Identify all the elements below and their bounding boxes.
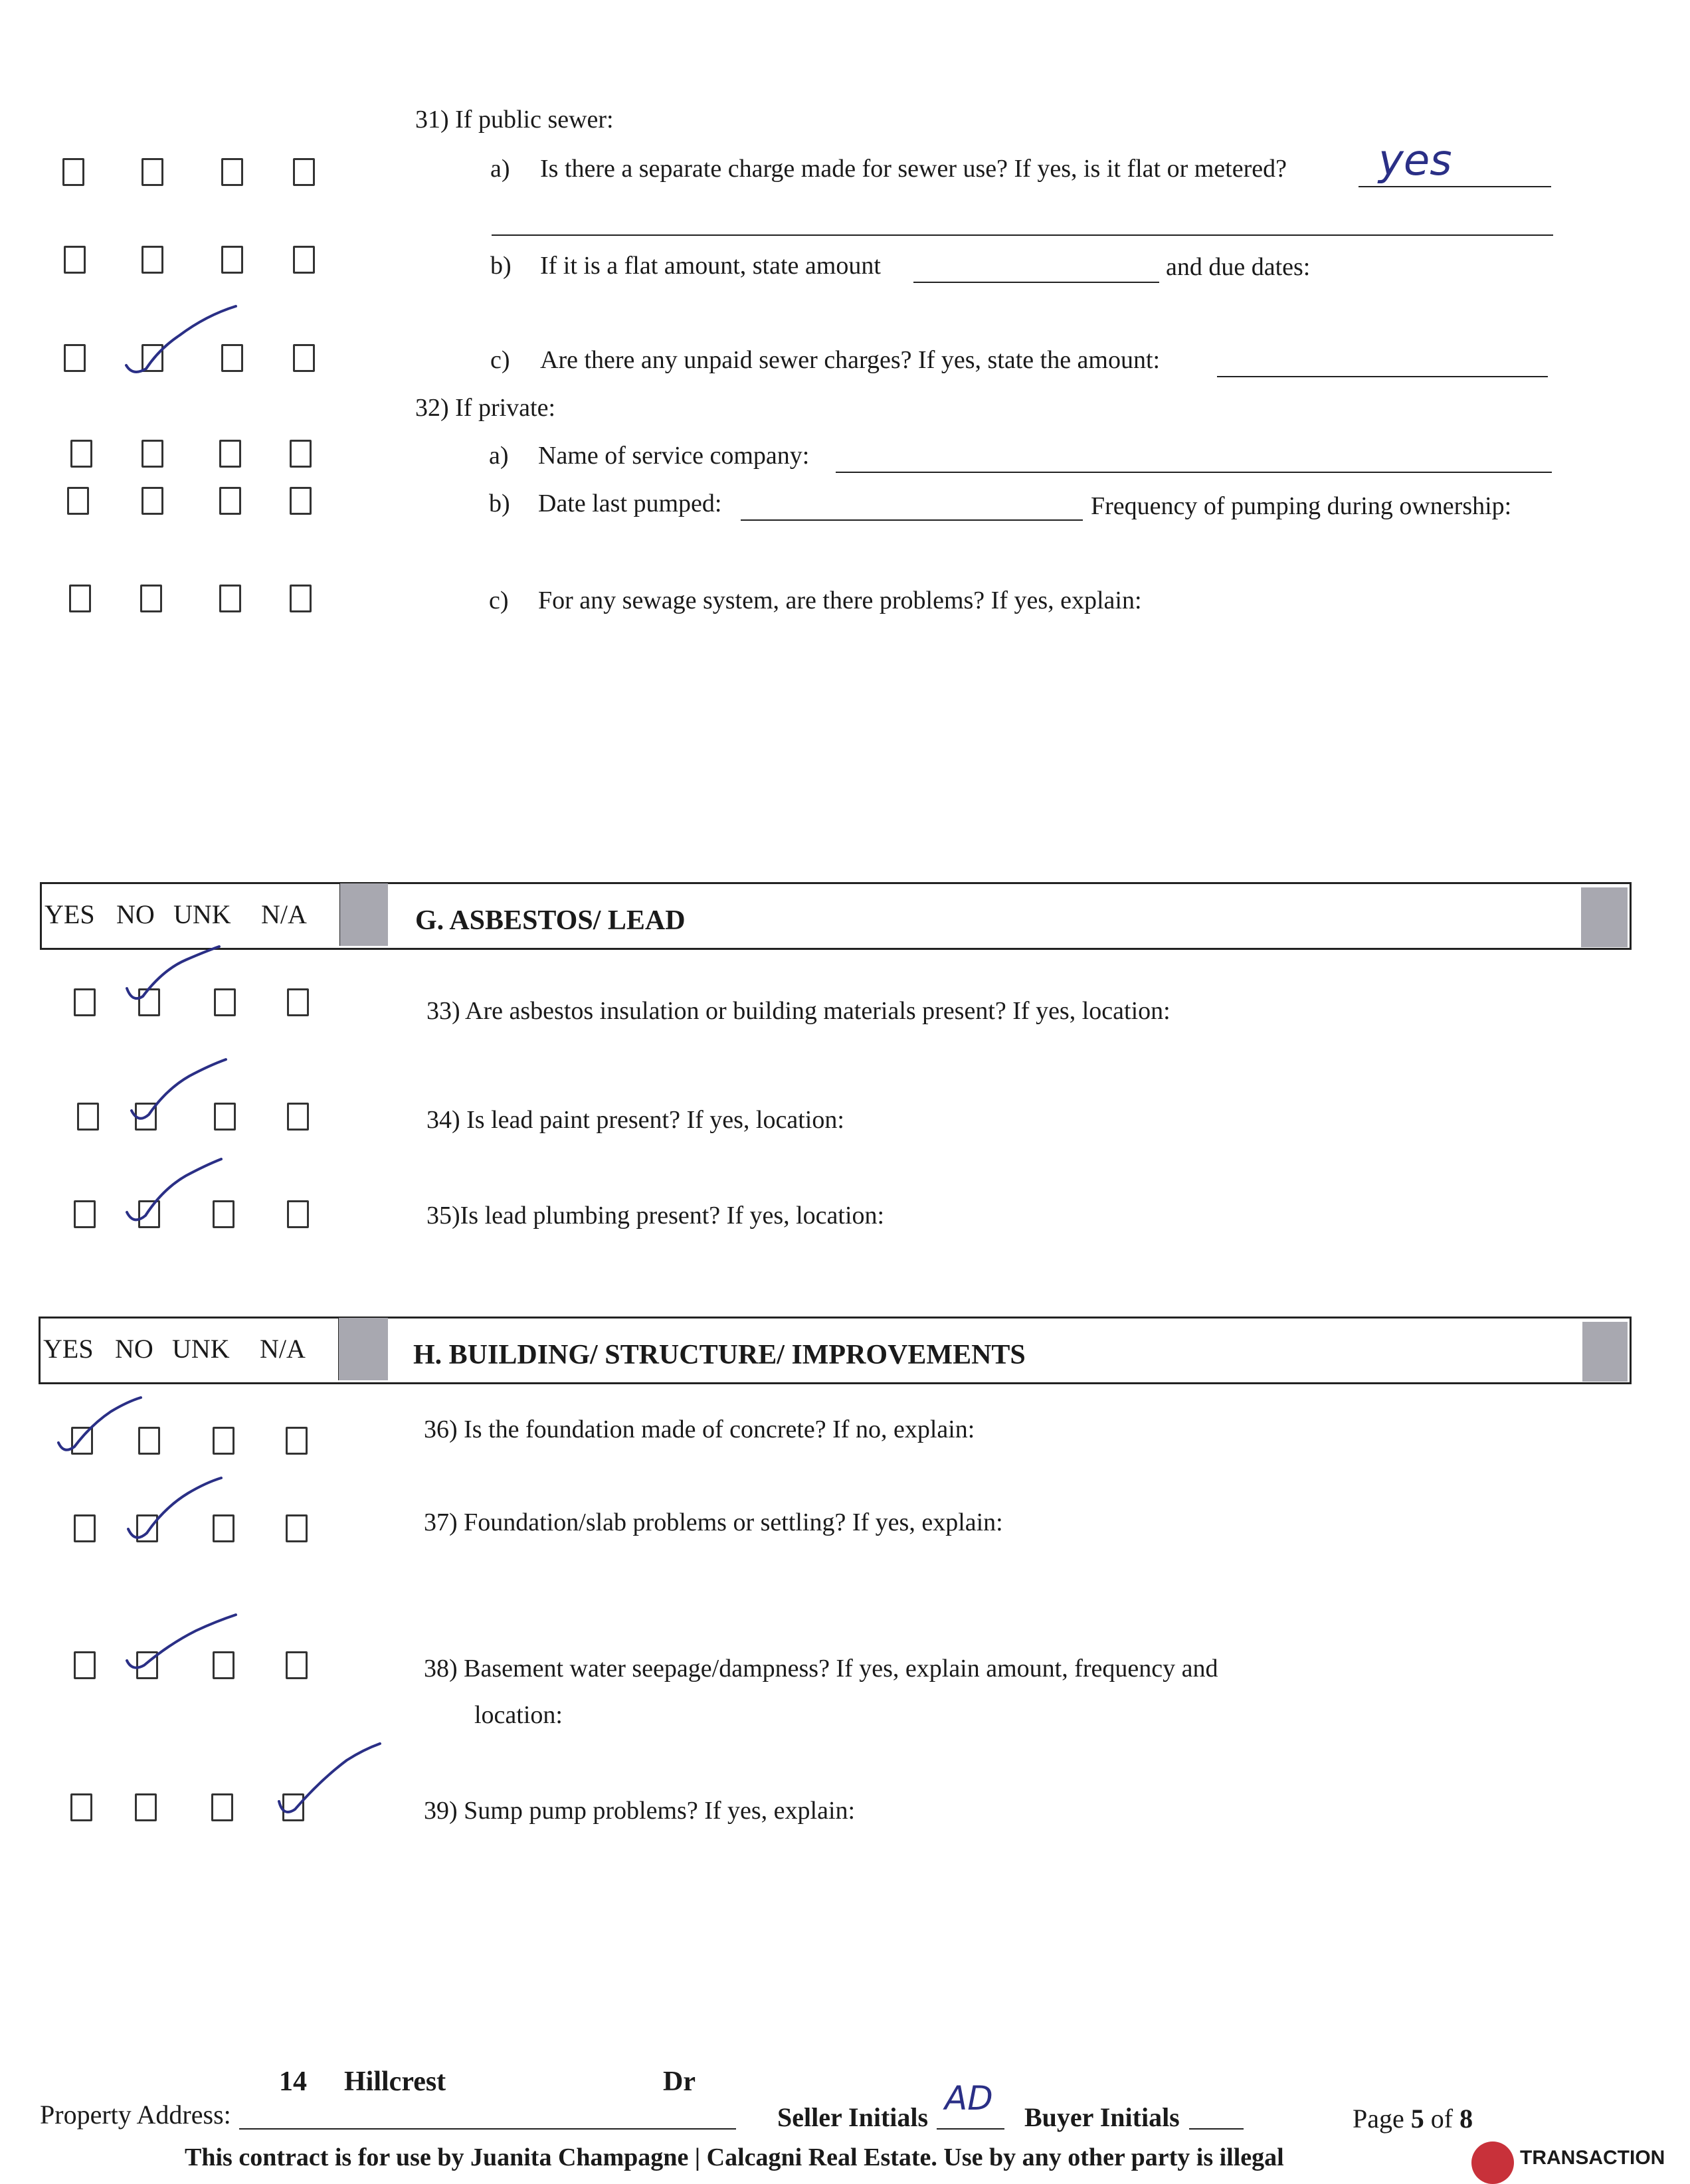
- section-h-gray-block-right: [1582, 1322, 1628, 1382]
- check-mark-35-no: [123, 1156, 229, 1229]
- section-g-header-bar: [40, 882, 1632, 950]
- property-address-line[interactable]: [239, 2128, 736, 2130]
- answer-line-31a[interactable]: [1359, 186, 1551, 187]
- question-32b: Date last pumped:: [538, 490, 722, 517]
- seller-initials-line[interactable]: [937, 2128, 1004, 2130]
- checkbox-32b-yes[interactable]: [67, 487, 89, 515]
- checkbox-39-yes[interactable]: [70, 1793, 92, 1821]
- answer-line-31c[interactable]: [1217, 376, 1548, 377]
- checkbox-37-yes[interactable]: [74, 1514, 96, 1542]
- question-31: 31) If public sewer:: [415, 106, 614, 134]
- question-31b-due: and due dates:: [1166, 253, 1311, 281]
- answer-line-31a-continued[interactable]: [492, 234, 1553, 236]
- check-mark-36-yes: [54, 1395, 154, 1461]
- page-current: 5: [1410, 2104, 1424, 2134]
- checkbox-32b-no[interactable]: [141, 487, 163, 515]
- checkbox-36-na[interactable]: [286, 1427, 308, 1455]
- checkbox-34-na[interactable]: [287, 1103, 309, 1131]
- checkbox-31b-yes[interactable]: [64, 246, 86, 274]
- column-no-label: NO: [116, 899, 155, 929]
- column-yes-label: YES: [43, 1334, 94, 1364]
- question-32b-number: b): [489, 490, 510, 517]
- checkbox-31c-na[interactable]: [293, 344, 315, 372]
- column-na-label: N/A: [261, 899, 307, 929]
- checkbox-39-unk[interactable]: [211, 1793, 233, 1821]
- checkbox-32c-no[interactable]: [140, 585, 162, 612]
- checkbox-31c-yes[interactable]: [64, 344, 86, 372]
- check-mark-39-na: [274, 1740, 387, 1827]
- check-mark-33-no: [123, 943, 229, 1010]
- checkbox-35-yes[interactable]: [74, 1200, 96, 1228]
- question-38-continued: location:: [474, 1701, 563, 1729]
- answer-line-32b-date[interactable]: [741, 519, 1083, 521]
- checkbox-38-na[interactable]: [286, 1651, 308, 1679]
- checkbox-32c-unk[interactable]: [219, 585, 241, 612]
- page-prefix: Page: [1353, 2104, 1404, 2134]
- answer-line-31b-amount[interactable]: [913, 282, 1159, 283]
- check-mark-37-no: [123, 1475, 229, 1548]
- brand-logo-icon: [1471, 2141, 1514, 2184]
- checkbox-32c-yes[interactable]: [69, 585, 91, 612]
- checkbox-31a-no[interactable]: [141, 158, 163, 186]
- question-32c-number: c): [489, 587, 509, 614]
- question-32a: Name of service company:: [538, 442, 810, 470]
- question-31c-number: c): [490, 346, 510, 374]
- check-mark-34-no: [126, 1056, 233, 1129]
- checkbox-38-yes[interactable]: [74, 1651, 96, 1679]
- footer-disclaimer: This contract is for use by Juanita Champagne | Calcagni Real Estate. Use by any other party is illegal: [185, 2143, 1284, 2171]
- checkbox-32a-yes[interactable]: [70, 440, 92, 468]
- seller-initials-label: Seller Initials: [777, 2102, 929, 2132]
- check-mark-38-no: [123, 1611, 242, 1677]
- buyer-initials-line[interactable]: [1189, 2128, 1244, 2130]
- column-no-label: NO: [115, 1334, 153, 1364]
- column-yes-label: YES: [45, 899, 95, 929]
- checkbox-31b-unk[interactable]: [221, 246, 243, 274]
- property-address-label: Property Address:: [40, 2100, 231, 2130]
- checkbox-32c-na[interactable]: [290, 585, 312, 612]
- question-35: 35)Is lead plumbing present? If yes, location:: [426, 1202, 885, 1229]
- checkbox-31b-na[interactable]: [293, 246, 315, 274]
- section-h-title: H. BUILDING/ STRUCTURE/ IMPROVEMENTS: [413, 1340, 1026, 1370]
- address-suffix: Dr: [663, 2066, 696, 2097]
- checkbox-32a-no[interactable]: [141, 440, 163, 468]
- checkbox-32a-na[interactable]: [290, 440, 312, 468]
- buyer-initials-label: Buyer Initials: [1024, 2102, 1180, 2132]
- page-of: of: [1430, 2104, 1454, 2134]
- question-31b: If it is a flat amount, state amount: [540, 252, 881, 280]
- column-unk-label: UNK: [172, 1334, 230, 1364]
- question-31c: Are there any unpaid sewer charges? If yes, state the amount:: [540, 346, 1161, 374]
- section-g-gray-block-right: [1581, 887, 1628, 947]
- question-32a-number: a): [489, 442, 509, 470]
- checkbox-31a-yes[interactable]: [62, 158, 84, 186]
- question-32b-frequency: Frequency of pumping during ownership:: [1091, 492, 1512, 520]
- question-31a: Is there a separate charge made for sewer use? If yes, is it flat or metered?: [540, 155, 1287, 183]
- checkbox-32b-unk[interactable]: [219, 487, 241, 515]
- page-indicator: [1353, 2103, 1473, 2134]
- answer-line-32a[interactable]: [836, 472, 1552, 473]
- question-38: 38) Basement water seepage/dampness? If yes, explain amount, frequency and: [424, 1655, 1218, 1683]
- question-39: 39) Sump pump problems? If yes, explain:: [424, 1797, 856, 1825]
- brand-name: TRANSACTION: [1520, 2147, 1665, 2169]
- address-number: 14: [279, 2066, 307, 2097]
- checkbox-36-unk[interactable]: [213, 1427, 235, 1455]
- checkbox-34-yes[interactable]: [77, 1103, 99, 1131]
- checkbox-33-yes[interactable]: [74, 988, 96, 1016]
- page-total: 8: [1459, 2104, 1473, 2134]
- handwritten-answer-31a: yes: [1378, 136, 1452, 185]
- column-unk-label: UNK: [173, 899, 231, 929]
- question-31b-number: b): [490, 252, 512, 280]
- section-g-title: G. ASBESTOS/ LEAD: [415, 905, 686, 936]
- question-33: 33) Are asbestos insulation or building materials present? If yes, location:: [426, 997, 1171, 1025]
- question-36: 36) Is the foundation made of concrete? If no, explain:: [424, 1415, 975, 1443]
- question-31a-number: a): [490, 155, 510, 183]
- question-37: 37) Foundation/slab problems or settling? If yes, explain:: [424, 1508, 1003, 1536]
- checkbox-31b-no[interactable]: [141, 246, 163, 274]
- address-street: Hillcrest: [344, 2066, 446, 2097]
- checkbox-32b-na[interactable]: [290, 487, 312, 515]
- question-32: 32) If private:: [415, 394, 556, 422]
- seller-initials-signature: AD: [945, 2079, 993, 2118]
- section-g-gray-block-left: [340, 883, 388, 946]
- section-h-gray-block-left: [339, 1318, 388, 1380]
- checkbox-39-no[interactable]: [135, 1793, 157, 1821]
- question-34: 34) Is lead paint present? If yes, location:: [426, 1106, 844, 1134]
- checkbox-37-na[interactable]: [286, 1514, 308, 1542]
- question-32c: For any sewage system, are there problems? If yes, explain:: [538, 587, 1142, 614]
- checkbox-33-na[interactable]: [287, 988, 309, 1016]
- column-na-label: N/A: [260, 1334, 306, 1364]
- check-mark-31c-no: [120, 302, 252, 382]
- checkbox-31a-unk[interactable]: [221, 158, 243, 186]
- checkbox-32a-unk[interactable]: [219, 440, 241, 468]
- checkbox-31a-na[interactable]: [293, 158, 315, 186]
- checkbox-35-na[interactable]: [287, 1200, 309, 1228]
